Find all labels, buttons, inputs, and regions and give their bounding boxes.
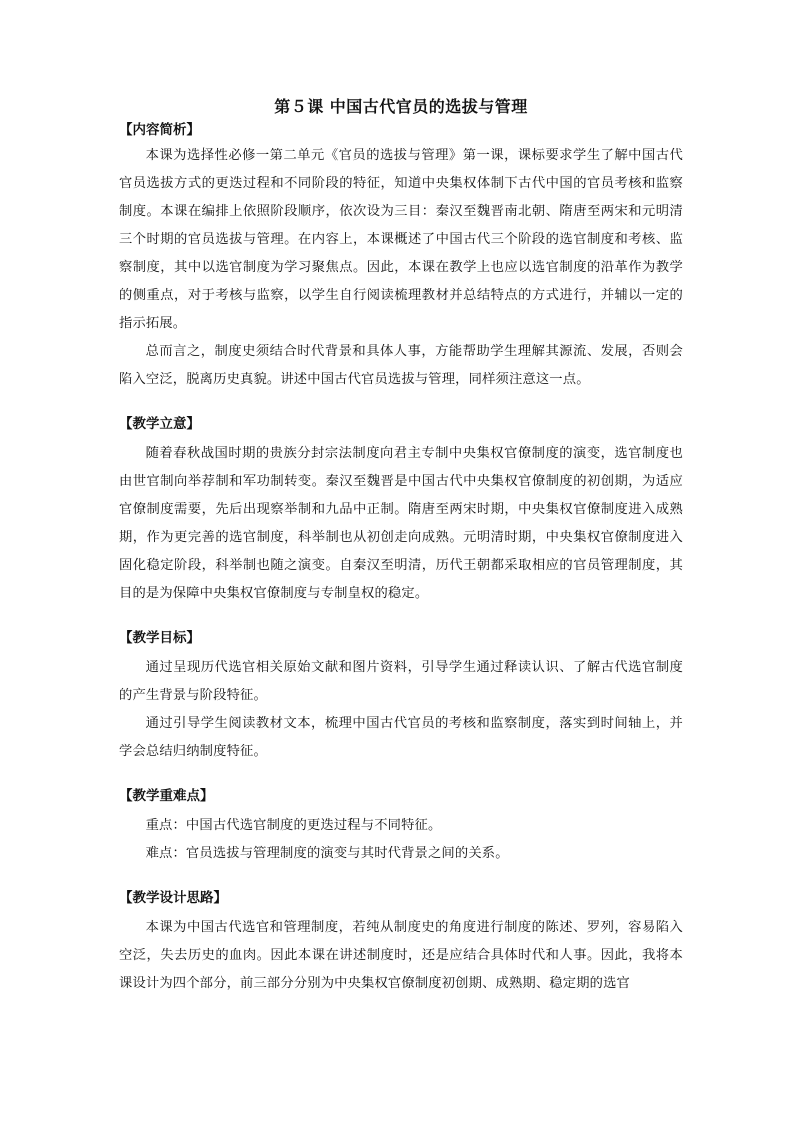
section-heading: 【教学重难点】	[119, 788, 214, 804]
paragraph: 重点：中国古代选官制度的更迭过程与不同特征。	[145, 818, 442, 833]
paragraph: 本课为选择性必修一第二单元《官员的选拔与管理》第一课，课标要求学生了解中国古代官员选拔方式的更迭过程和不同阶段的特征，知道中央集权体制下古代中国的官员考核和监察制度。本课在编排上依照阶段顺序，依次设为三目：秦汉至魏晋南北朝、隋唐至两宋和元明清三个时期的官员选拔与管理。在内容上，本课概述了中国古代三个阶段的选官制度和考核、监察制度，其中以选官制度为学习聚焦点。因此，本课在教学上也应以选官制度的沿革作为教学的侧重点，对于考核与监察，以学生自行阅读梳理教材并总结特点的方式进行，并辅以一定的指示拓展。	[119, 148, 683, 331]
section-heading: 【内容简析】	[119, 122, 200, 138]
paragraph: 总而言之，制度史须结合时代背景和具体人事，方能帮助学生理解其源流、发展，否则会陷入空泛，脱离历史真貌。讲述中国古代官员选拔与管理，同样须注意这一点。	[119, 344, 683, 387]
paragraph: 本课为中国古代选官和管理制度，若纯从制度史的角度进行制度的陈述、罗列，容易陷入空泛，失去历史的血肉。因此本课在讲述制度时，还是应结合具体时代和人事。因此，我将本课设计为四个部分，前三部分分别为中央集权官僚制度初创期、成熟期、稳定期的选官	[119, 920, 683, 991]
section-teaching-concept	[119, 414, 683, 608]
paragraph: 难点：官员选拔与管理制度的演变与其时代背景之间的关系。	[145, 846, 509, 861]
document-page	[119, 96, 683, 1018]
section-design-ideas	[119, 888, 683, 998]
section-heading: 【教学立意】	[119, 416, 200, 432]
section-key-difficult-points	[119, 786, 683, 868]
section-heading: 【教学目标】	[119, 630, 200, 646]
paragraph: 通过引导学生阅读教材文本，梳理中国古代官员的考核和监察制度，落实到时间轴上，并学会总结归纳制度特征。	[119, 716, 683, 759]
section-heading: 【教学设计思路】	[119, 890, 227, 906]
section-teaching-goals	[119, 628, 683, 766]
paragraph: 通过呈现历代选官相关原始文献和图片资料，引导学生通过释读认识、了解古代选官制度的产生背景与阶段特征。	[119, 660, 683, 703]
section-content-analysis	[119, 120, 683, 394]
paragraph: 随着春秋战国时期的贵族分封宗法制度向君主专制中央集权官僚制度的演变，选官制度也由世官制向举荐制和军功制转变。秦汉至魏晋是中国古代中央集权官僚制度的初创期，为适应官僚制度需要，先后出现察举制和九品中正制。隋唐至两宋时期，中央集权官僚制度进入成熟期，作为更完善的选官制度，科举制也从初创走向成熟。元明清时期，中央集权官僚制度进入固化稳定阶段，科举制也随之演变。自秦汉至明清，历代王朝都采取相应的官员管理制度，其目的是为保障中央集权官僚制度与专制皇权的稳定。	[119, 446, 683, 601]
document-title: 第５课 中国古代官员的选拔与管理	[274, 97, 528, 116]
